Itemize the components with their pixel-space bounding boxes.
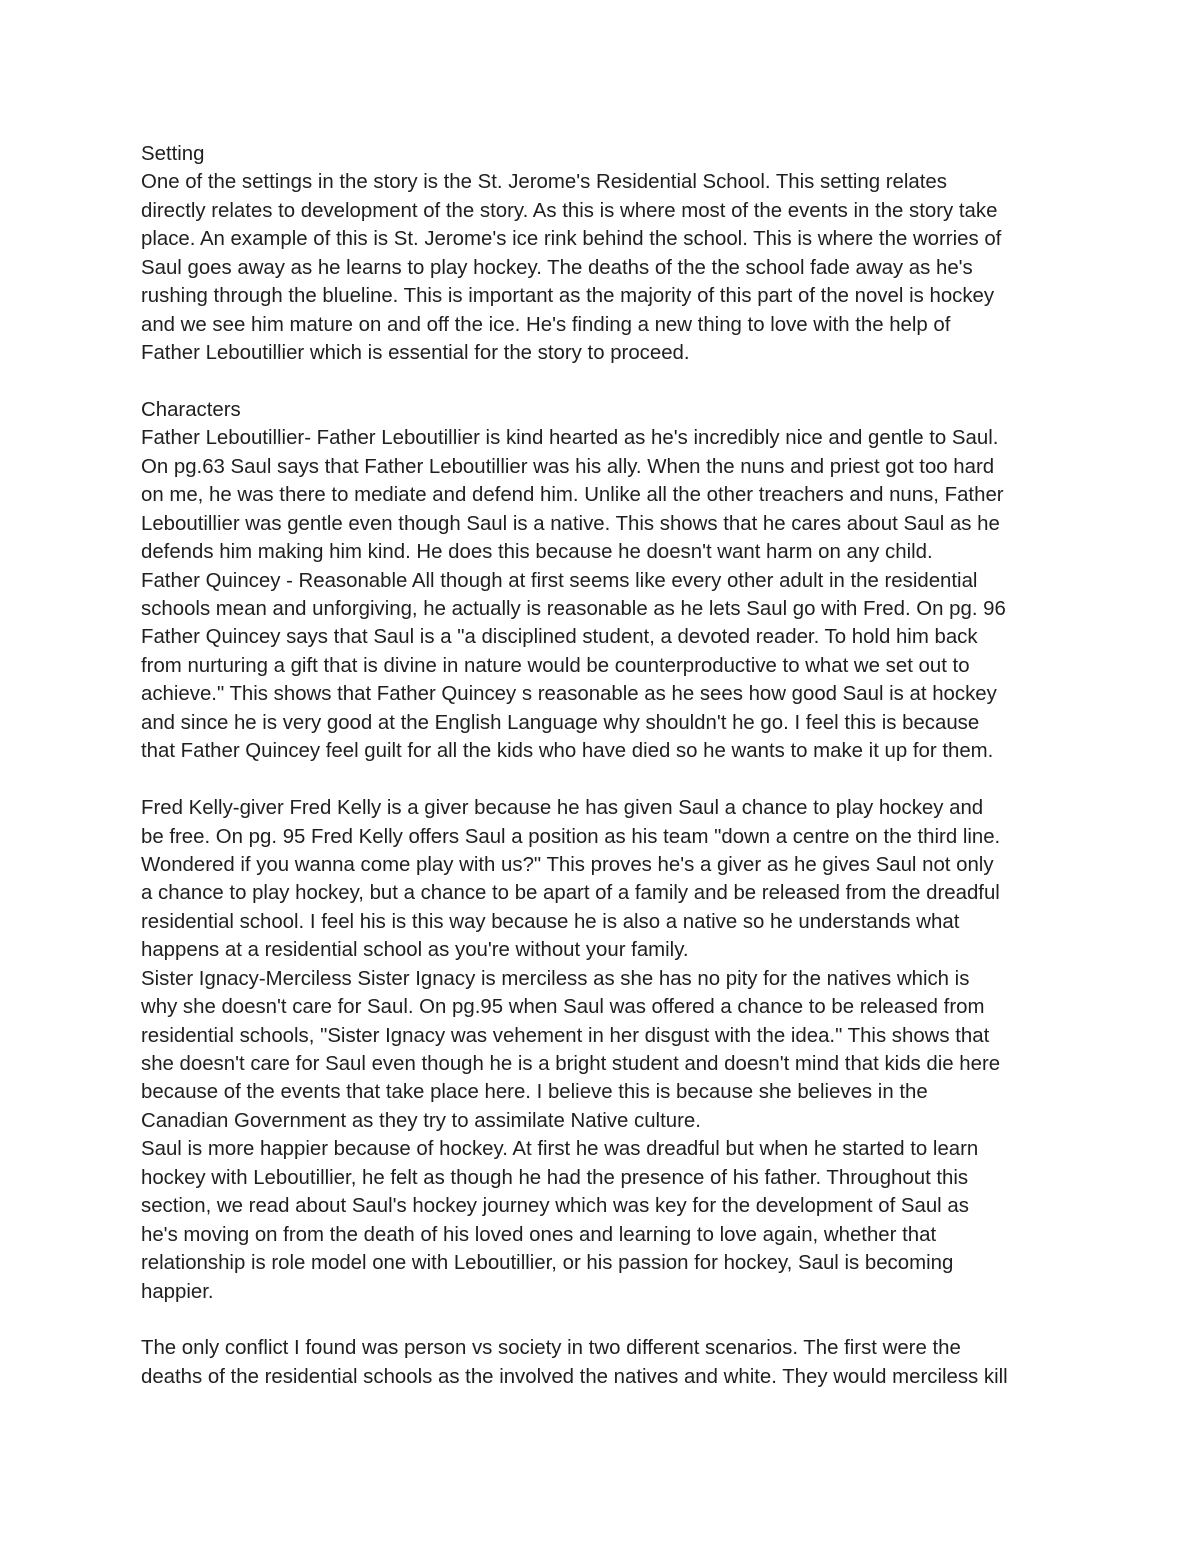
- text-line: Father Quincey - Reasonable All though at first seems like every other adult in the residential: [141, 569, 978, 592]
- text-line: from nurturing a gift that is divine in nature would be counterproductive to what we set out to: [141, 654, 970, 677]
- text-line: that Father Quincey feel guilt for all the kids who have died so he wants to make it up for them.: [141, 740, 994, 763]
- text-line: and since he is very good at the English Language why shouldn't he go. I feel this is because: [141, 711, 980, 734]
- text-line: happier.: [141, 1280, 214, 1303]
- text-line: deaths of the residential schools as the involved the natives and white. They would merciless kill: [141, 1365, 1008, 1388]
- text-line: because of the events that take place here. I believe this is because she believes in the: [141, 1081, 928, 1104]
- text-line: Saul is more happier because of hockey. At first he was dreadful but when he started to learn: [141, 1138, 979, 1161]
- document-body: [141, 140, 1076, 1391]
- text-line: Father Leboutillier- Father Leboutillier is kind hearted as he's incredibly nice and gentle to Saul.: [141, 427, 999, 450]
- text-line: defends him making him kind. He does this because he doesn't want harm on any child.: [141, 541, 933, 564]
- text-line: One of the settings in the story is the St. Jerome's Residential School. This setting relates: [141, 171, 947, 194]
- text-line: schools mean and unforgiving, he actually is reasonable as he lets Saul go with Fred. On pg. 96: [141, 598, 1006, 620]
- text-line: Saul goes away as he learns to play hockey. The deaths of the the school fade away as he's: [141, 256, 973, 279]
- paragraph-spacer: [141, 1306, 1076, 1334]
- text-line: Canadian Government as they try to assimilate Native culture.: [141, 1109, 701, 1132]
- text-line: happens at a residential school as you're without your family.: [141, 939, 689, 962]
- text-line: and we see him mature on and off the ice. He's finding a new thing to love with the help of: [141, 313, 951, 336]
- text-line: residential school. I feel his is this way because he is also a native so he understands what: [141, 910, 960, 933]
- text-line: Father Quincey says that Saul is a "a disciplined student, a devoted reader. To hold him back: [141, 626, 978, 649]
- text-line: Setting: [141, 143, 205, 165]
- paragraph-spacer: [141, 368, 1076, 396]
- text-line: Sister Ignacy-Merciless Sister Ignacy is merciless as she has no pity for the natives which is: [141, 967, 970, 990]
- text-line: a chance to play hockey, but a chance to be apart of a family and be released from the dreadful: [141, 882, 1000, 905]
- text-line: Father Leboutillier which is essential for the story to proceed.: [141, 342, 690, 365]
- text-line: place. An example of this is St. Jerome's ice rink behind the school. This is where the worries of: [141, 228, 1002, 251]
- text-line: residential schools, "Sister Ignacy was vehement in her disgust with the idea." This shows that: [141, 1024, 990, 1047]
- text-line: rushing through the blueline. This is important as the majority of this part of the novel is hockey: [141, 285, 995, 308]
- text-line: On pg.63 Saul says that Father Leboutillier was his ally. When the nuns and priest got too hard: [141, 455, 995, 478]
- text-line: Characters: [141, 398, 241, 421]
- text-line: he's moving on from the death of his loved ones and learning to love again, whether that: [141, 1223, 937, 1246]
- text-line: Leboutillier was gentle even though Saul is a native. This shows that he cares about Saul as he: [141, 512, 1000, 535]
- text-line: achieve." This shows that Father Quincey s reasonable as he sees how good Saul is at hockey: [141, 683, 997, 706]
- text-line: why she doesn't care for Saul. On pg.95 when Saul was offered a chance to be released from: [141, 996, 985, 1019]
- text-line: on me, he was there to mediate and defend him. Unlike all the other treachers and nuns, Father: [141, 484, 1004, 507]
- text-line: Fred Kelly-giver Fred Kelly is a giver because he has given Saul a chance to play hockey and: [141, 797, 984, 820]
- text-line: section, we read about Saul's hockey journey which was key for the development of Saul as: [141, 1195, 969, 1218]
- text-line: directly relates to development of the story. As this is where most of the events in the story take: [141, 199, 998, 222]
- text-line: be free. On pg. 95 Fred Kelly offers Saul a position as his team "down a centre on the third line.: [141, 825, 1001, 848]
- text-line: Wondered if you wanna come play with us?" This proves he's a giver as he gives Saul not only: [141, 853, 994, 876]
- text-line: hockey with Leboutillier, he felt as though he had the presence of his father. Throughout this: [141, 1166, 969, 1189]
- text-line: she doesn't care for Saul even though he is a bright student and doesn't mind that kids die here: [141, 1053, 1001, 1075]
- text-line: The only conflict I found was person vs society in two different scenarios. The first were the: [141, 1337, 961, 1360]
- text-line: relationship is role model one with Leboutillier, or his passion for hockey, Saul is becoming: [141, 1252, 954, 1275]
- paragraph-spacer: [141, 766, 1076, 794]
